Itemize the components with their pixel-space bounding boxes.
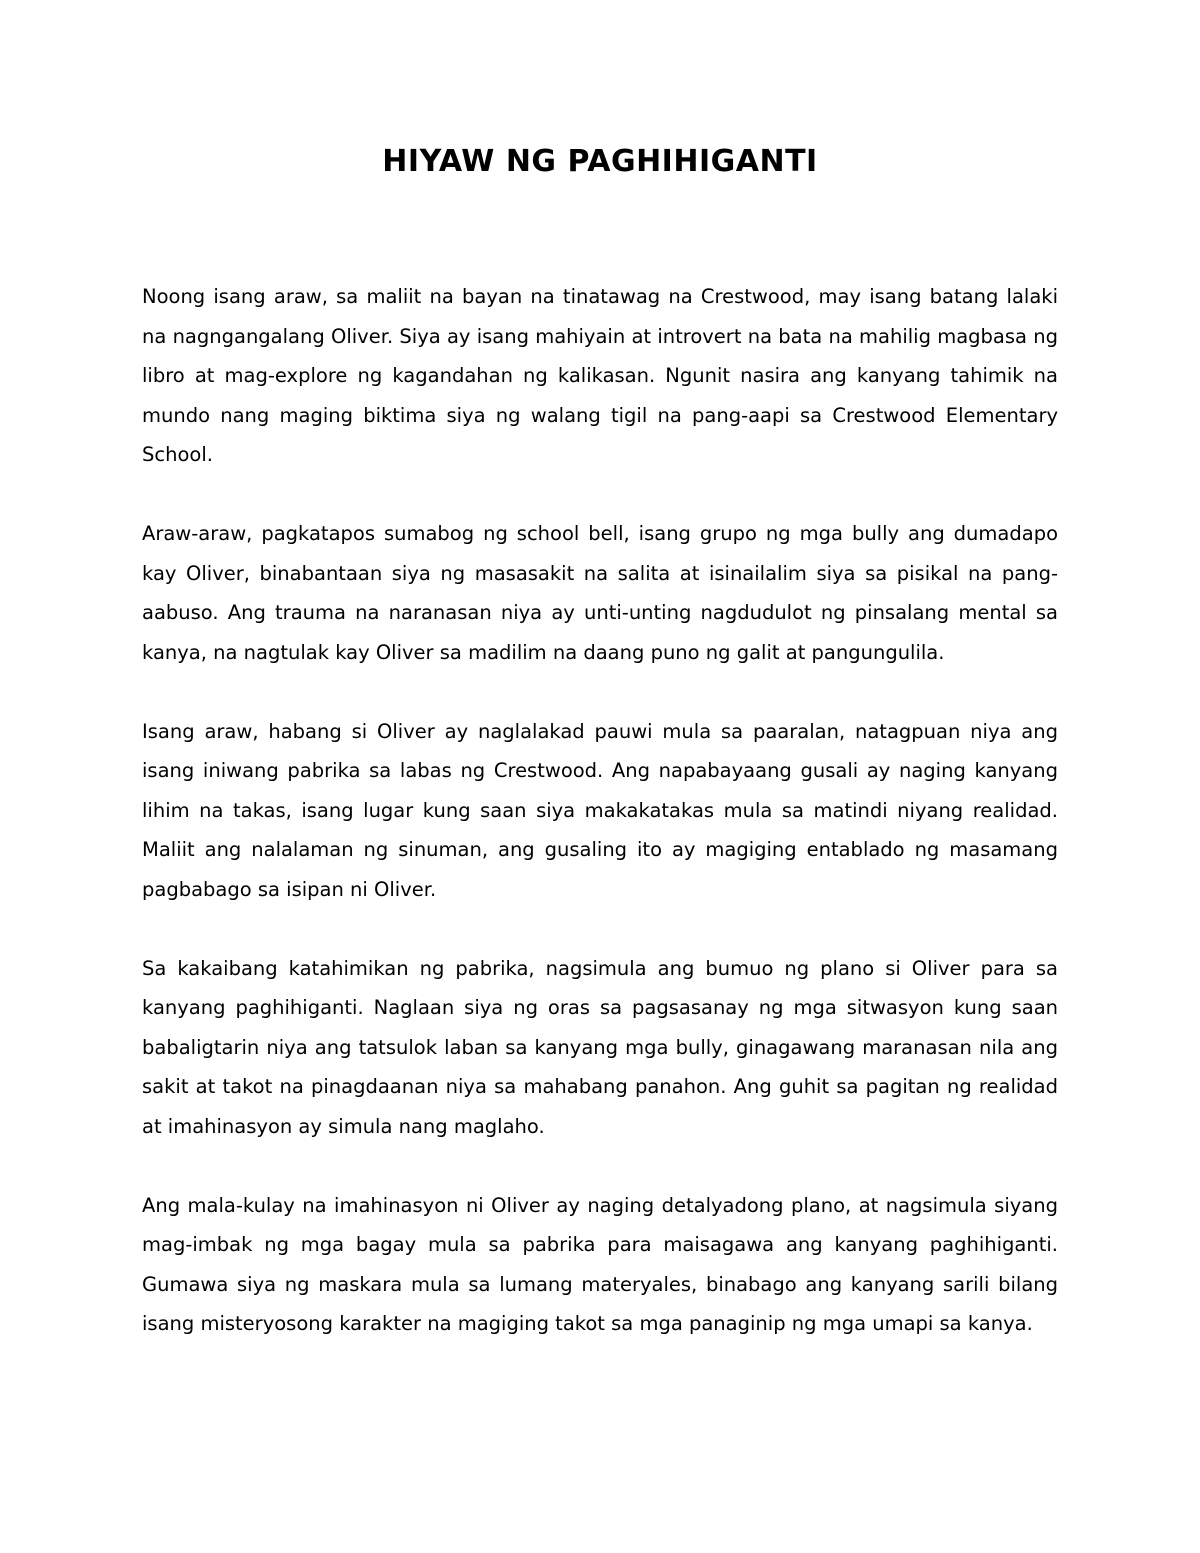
paragraph-3: Isang araw, habang si Oliver ay naglalakad pauwi mula sa paaralan, natagpuan niya ang isang iniwang pabrika sa labas ng Crestwood. Ang napabayaang gusali ay naging kanyang lihim na takas, isang lugar kung saan siya makakatakas mula sa matindi niyang realidad. Maliit ang nalalaman ng sinuman, ang gusaling ito ay magiging entablado ng masamang pagbabago sa isipan ni Oliver. — [142, 719, 1058, 901]
paragraph-4: Sa kakaibang katahimikan ng pabrika, nagsimula ang bumuo ng plano si Oliver para sa kanyang paghihiganti. Naglaan siya ng oras sa pagsasanay ng mga sitwasyon kung saan babaligtarin niya ang tatsulok laban sa kanyang mga bully, ginagawang maranasan nila ang sakit at takot na pinagdaanan niya sa mahabang panahon. Ang guhit sa pagitan ng realidad at imahinasyon ay simula nang maglaho. — [142, 956, 1058, 1138]
document-body — [142, 277, 1058, 1383]
paragraph-5: Ang mala-kulay na imahinasyon ni Oliver ay naging detalyadong plano, at nagsimula siyang mag-imbak ng mga bagay mula sa pabrika para maisagawa ang kanyang paghihiganti. Gumawa siya ng maskara mula sa lumang materyales, binabago ang kanyang sarili bilang isang misteryosong karakter na magiging takot sa mga panaginip ng mga umapi sa kanya. — [142, 1193, 1058, 1335]
document-title: HIYAW NG PAGHIHIGANTI — [382, 144, 818, 179]
paragraph-2: Araw-araw, pagkatapos sumabog ng school bell, isang grupo ng mga bully ang dumadapo kay Oliver, binabantaan siya ng masasakit na salita at isinailalim siya sa pisikal na pang-aabuso. Ang trauma na naranasan niya ay unti-unting nagdudulot ng pinsalang mental sa kanya, na nagtulak kay Oliver sa madilim na daang puno ng galit at pangungulila. — [142, 522, 1058, 664]
paragraph-1: Noong isang araw, sa maliit na bayan na tinatawag na Crestwood, may isang batang lalaki na nagngangalang Oliver. Siya ay isang mahiyain at introvert na bata na mahilig magbasa ng libro at mag-explore ng kagandahan ng kalikasan. Ngunit nasira ang kanyang tahimik na mundo nang maging biktima siya ng walang tigil na pang-aapi sa Crestwood Elementary School. — [142, 285, 1058, 466]
